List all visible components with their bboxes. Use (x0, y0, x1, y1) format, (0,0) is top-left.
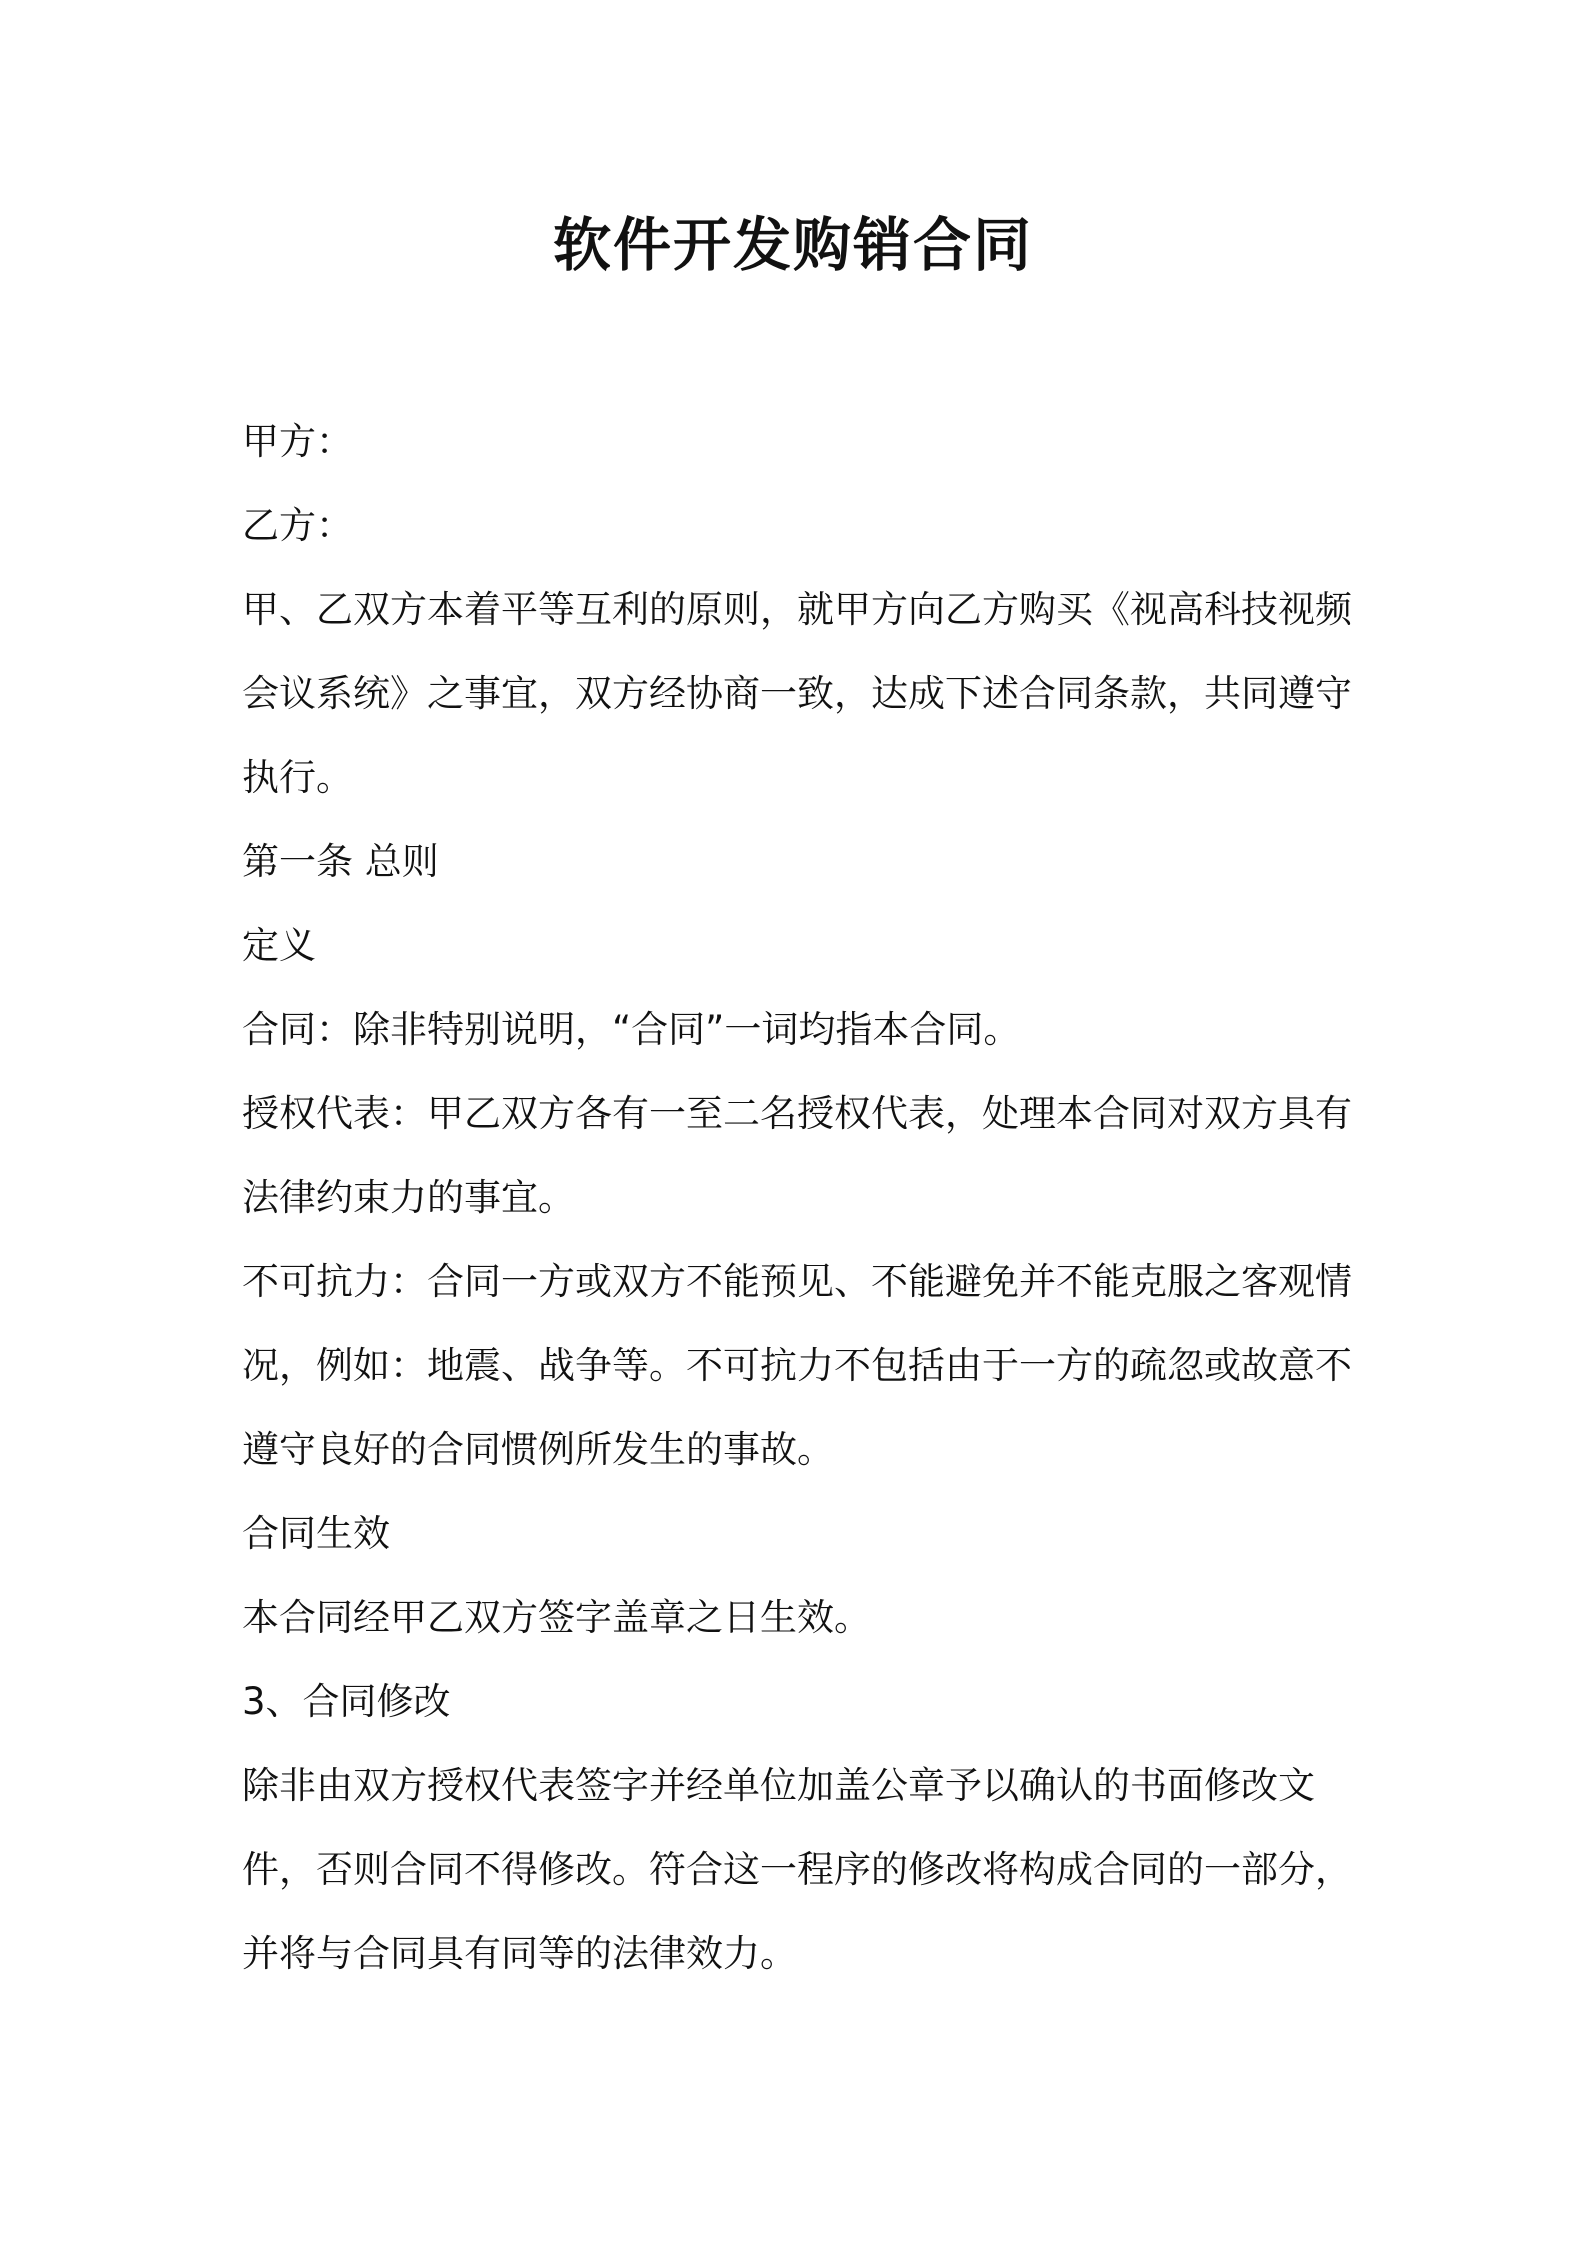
preamble-line-3: 执行。 (242, 756, 353, 799)
article-1-heading: 第一条 总则 (242, 840, 439, 883)
amendment-heading: 3、合同修改 (242, 1680, 451, 1723)
preamble-line-1: 甲、乙双方本着平等互利的原则，就甲方向乙方购买《视高科技视频 (242, 588, 1352, 631)
definition-force-majeure-line-1: 不可抗力：合同一方或双方不能预见、不能避免并不能克服之客观情 (242, 1260, 1352, 1303)
amendment-line-3: 并将与合同具有同等的法律效力。 (242, 1932, 797, 1975)
document-title: 软件开发购销合同 (552, 211, 1033, 279)
party-b-line: 乙方： (242, 504, 353, 547)
definitions-heading: 定义 (242, 924, 316, 967)
definition-representative-line-1: 授权代表：甲乙双方各有一至二名授权代表，处理本合同对双方具有 (242, 1092, 1352, 1135)
effectiveness-text: 本合同经甲乙双方签字盖章之日生效。 (242, 1596, 871, 1639)
amendment-line-1: 除非由双方授权代表签字并经单位加盖公章予以确认的书面修改文 (242, 1764, 1315, 1807)
effectiveness-heading: 合同生效 (242, 1512, 390, 1555)
definition-force-majeure-line-3: 遵守良好的合同惯例所发生的事故。 (242, 1428, 834, 1471)
definition-contract: 合同：除非特别说明，“合同”一词均指本合同。 (242, 1008, 1021, 1051)
definition-representative-line-2: 法律约束力的事宜。 (242, 1176, 575, 1219)
party-a-line: 甲方： (242, 420, 353, 463)
document-body (242, 400, 1352, 1996)
amendment-line-2: 件，否则合同不得修改。符合这一程序的修改将构成合同的一部分， (242, 1848, 1352, 1891)
preamble-line-2: 会议系统》之事宜，双方经协商一致，达成下述合同条款，共同遵守 (242, 672, 1352, 715)
definition-force-majeure-line-2: 况，例如：地震、战争等。不可抗力不包括由于一方的疏忽或故意不 (242, 1344, 1352, 1387)
